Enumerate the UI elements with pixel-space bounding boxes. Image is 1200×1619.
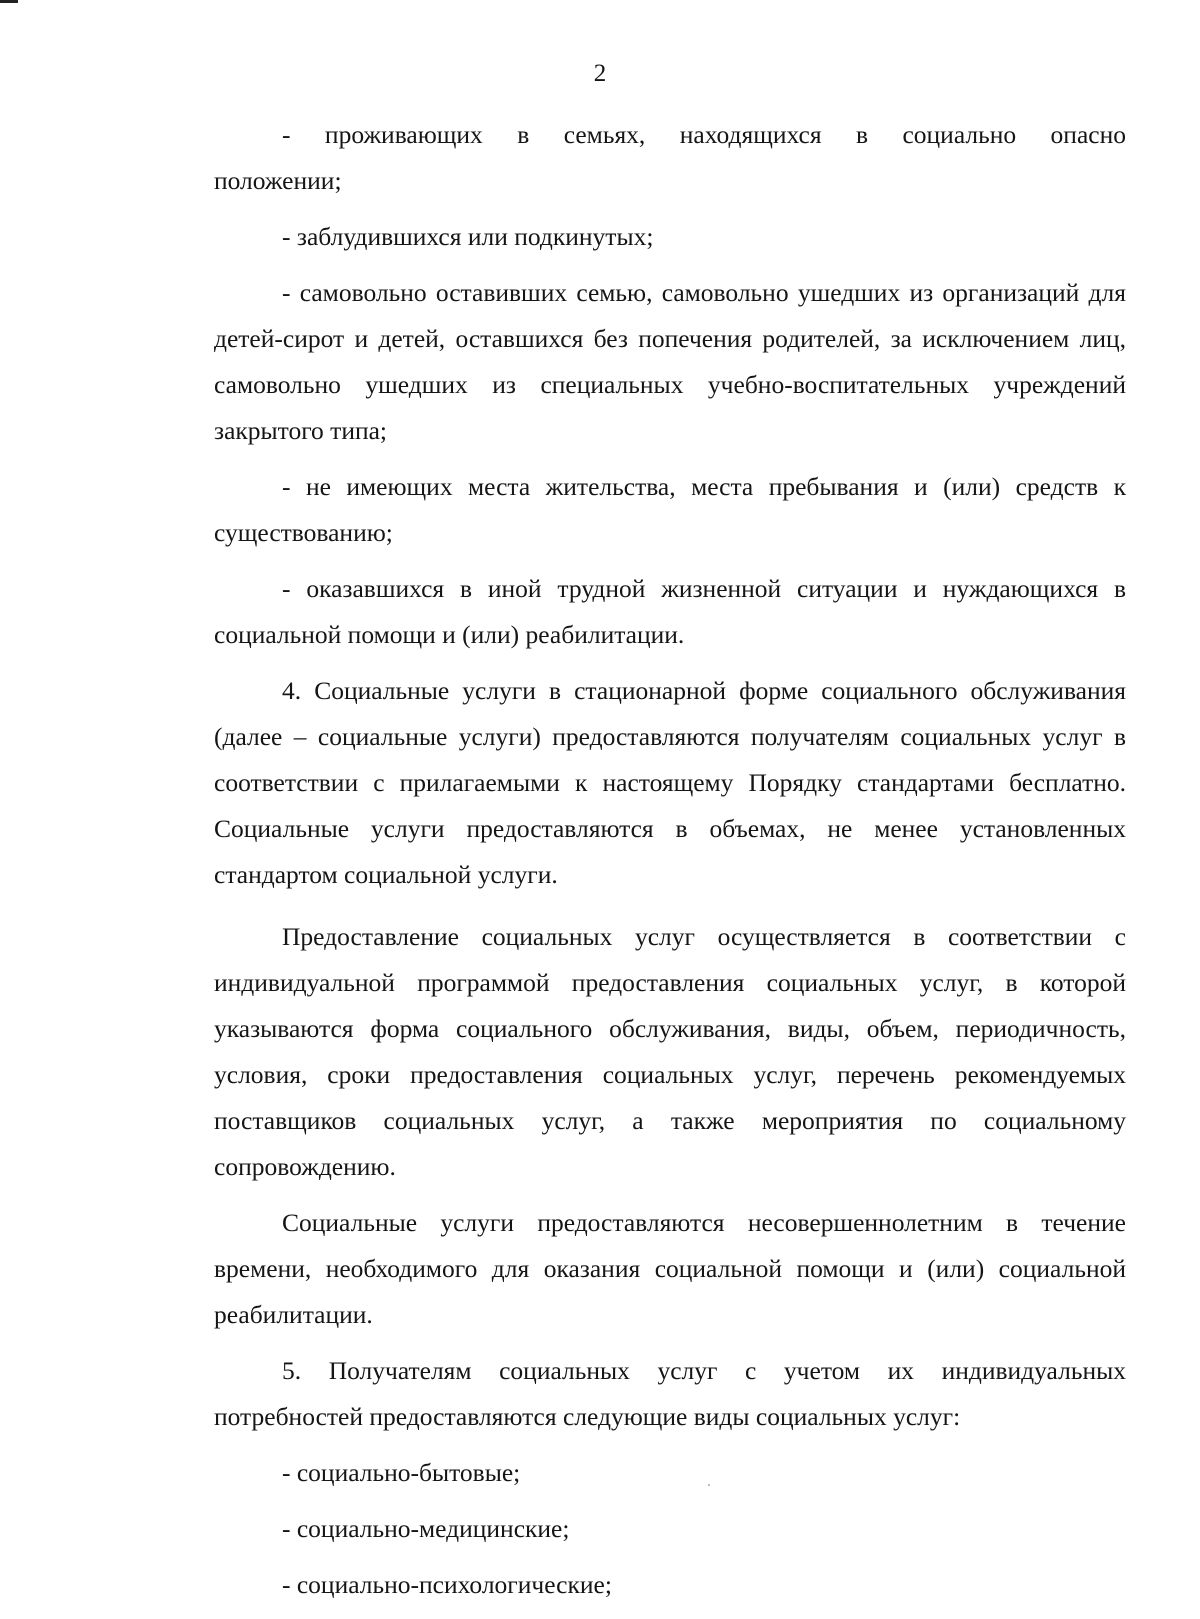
list-item-dangerous-position <box>214 112 1126 158</box>
list-item-left-family <box>214 270 1126 454</box>
scan-corner-mark <box>0 0 18 3</box>
page-number: 2 <box>593 60 607 87</box>
list-item-text: - оказавшихся в иной трудной жизненной ситуации и нуждающихся в социальной помощи и (или) реабилитации. <box>214 574 1126 649</box>
list-item-text: - заблудившихся или подкинутых; <box>282 222 654 251</box>
list-item-lost <box>214 214 1126 260</box>
paragraph-text: Предоставление социальных услуг осуществляется в соответствии с индивидуальной программой предоставления социальных услуг, в которой указываются форма социального обслуживания, виды, объем, периодичность, условия, сроки предоставления социальных услуг, перечень рекомендуемых поставщиков социальных услуг, а также мероприятия по социальному сопровождению. <box>214 922 1126 1181</box>
paragraph-text: 4. Социальные услуги в стационарной форме социального обслуживания (далее – социальные услуги) предоставляются получателям социальных услуг в соответствии с прилагаемыми к настоящему Порядку стандартами бесплатно. Социальные услуги предоставляются в объемах, не менее установленных стандартом социальной услуги. <box>214 676 1126 889</box>
paragraph-5 <box>214 1348 1126 1440</box>
paragraph-4 <box>214 668 1126 898</box>
list-item-text: - социально-психологические; <box>282 1570 612 1599</box>
list-item-text: - социально-бытовые; <box>282 1458 521 1487</box>
list-item-text: положении; <box>214 166 342 195</box>
list-item-social-household <box>214 1450 1126 1496</box>
list-item-social-psychological <box>214 1562 1126 1608</box>
list-item-difficult-situation <box>214 566 1126 658</box>
paragraph-text: Социальные услуги предоставляются несовершеннолетним в течение времени, необходимого для оказания социальной помощи и (или) социальной реабилитации. <box>214 1208 1126 1329</box>
list-item-text: - социально-медицинские; <box>282 1514 570 1543</box>
scan-speck <box>708 1484 710 1486</box>
document-body <box>214 112 1126 1608</box>
paragraph-individual-program <box>214 914 1126 1190</box>
paragraph-text: 5. Получателям социальных услуг с учетом их индивидуальных потребностей предоставляются следующие виды социальных услуг: <box>214 1356 1126 1431</box>
paragraph-duration <box>214 1200 1126 1338</box>
list-item-text: - проживающих в семьях, находящихся в социально опасно <box>282 120 1126 149</box>
list-item-social-medical <box>214 1506 1126 1552</box>
list-item-text: - не имеющих места жительства, места пребывания и (или) средств к существованию; <box>214 472 1126 547</box>
list-item-no-residence <box>214 464 1126 556</box>
list-item-continuation <box>214 158 1126 204</box>
list-item-text: - самовольно оставивших семью, самовольно ушедших из организаций для детей-сирот и детей, оставшихся без попечения родителей, за исключением лиц, самовольно ушедших из специальных учебно-воспитательных учреждений закрытого типа; <box>214 278 1126 445</box>
